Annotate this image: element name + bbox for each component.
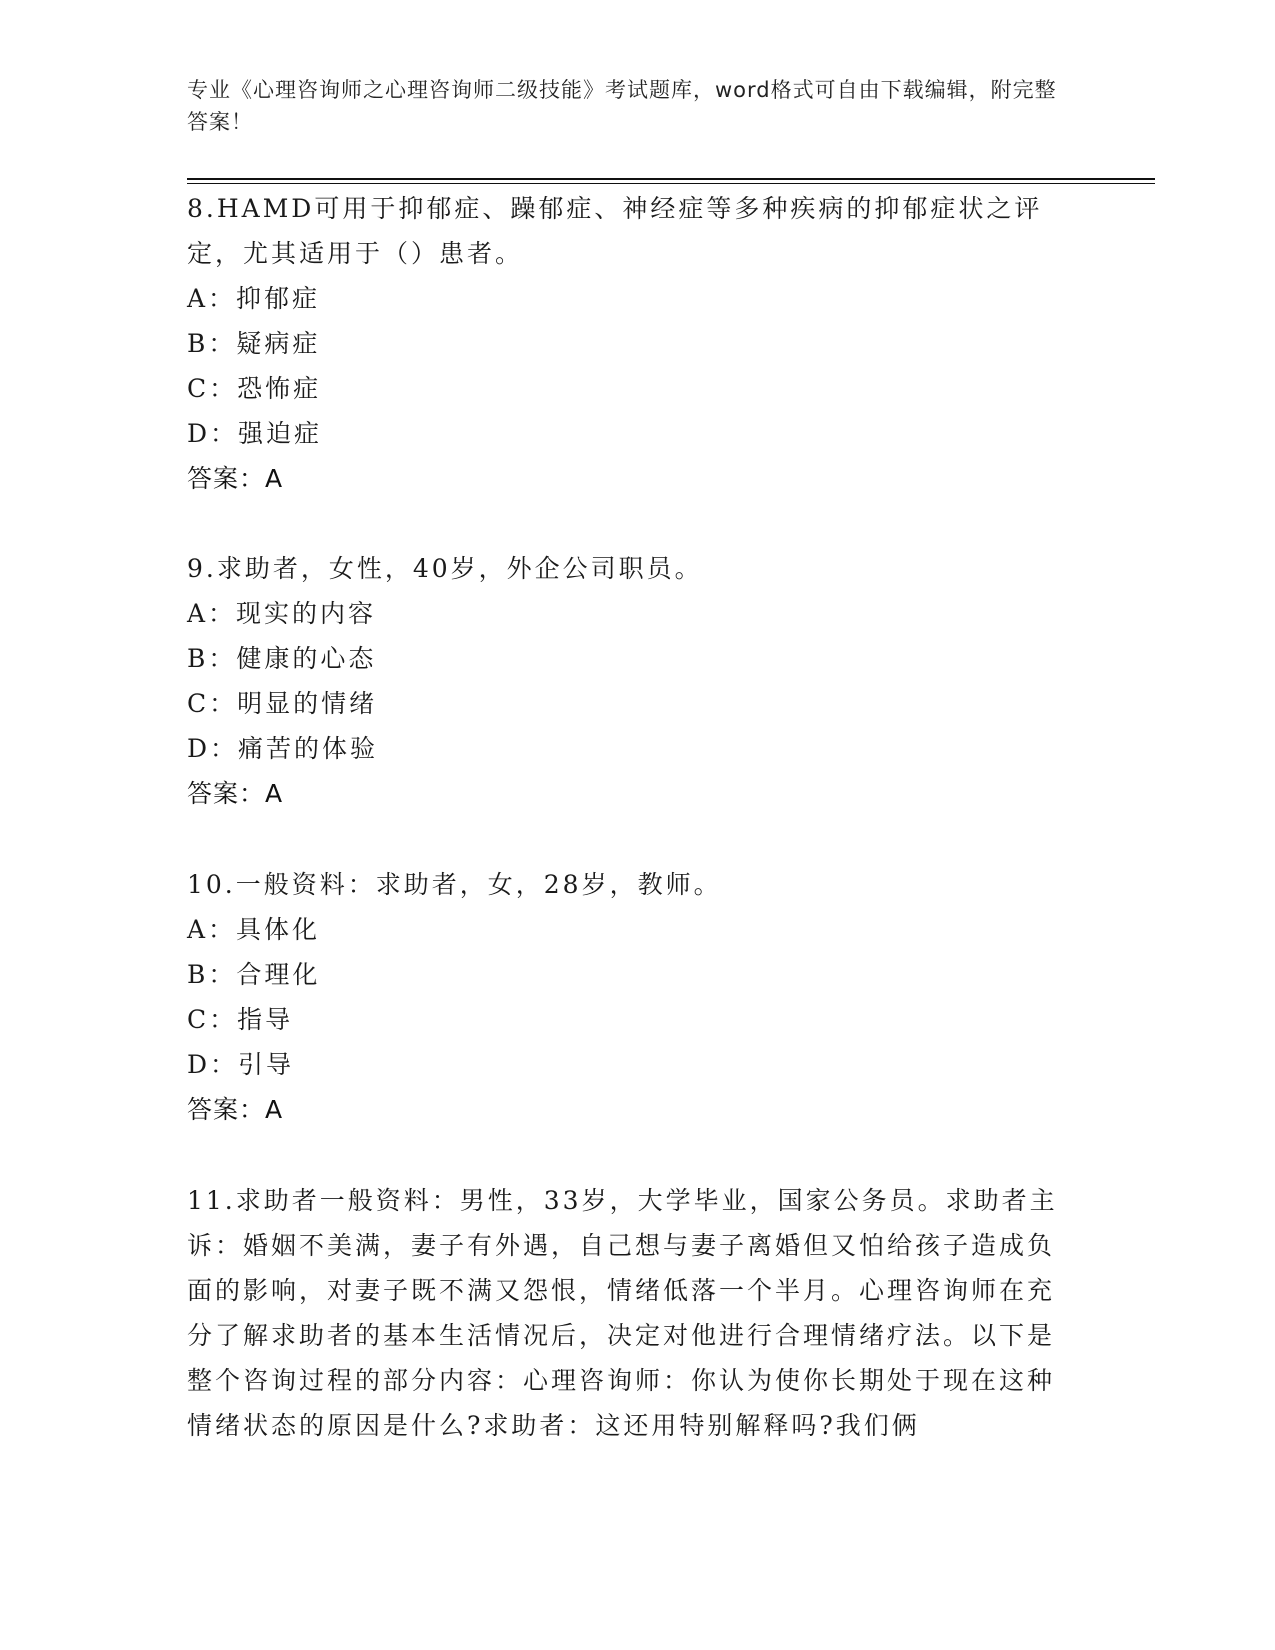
option-c: C：恐怖症 [187, 374, 322, 403]
option-d: D：痛苦的体验 [187, 734, 379, 763]
header-divider-thick [187, 178, 1155, 180]
option-a: A：抑郁症 [187, 284, 321, 313]
header-text: 专业《心理咨询师之心理咨询师二级技能》考试题库，word格式可自由下载编辑，附完整答案！ [187, 78, 1057, 134]
question-11 [187, 1178, 1077, 1448]
option-b: B：合理化 [187, 960, 321, 989]
answer-label: 答案：A [187, 779, 284, 808]
question-10 [187, 862, 1077, 1132]
option-b: B：健康的心态 [187, 644, 377, 673]
option-a: A：现实的内容 [187, 599, 377, 628]
question-stem: 9.求助者，女性，40岁，外企公司职员。 [187, 554, 703, 583]
document-header [187, 74, 1067, 138]
answer-label: 答案：A [187, 464, 284, 493]
answer-label: 答案：A [187, 1095, 284, 1124]
question-8 [187, 186, 1077, 501]
question-stem: 11.求助者一般资料：男性，33岁，大学毕业，国家公务员。求助者主诉：婚姻不美满，妻子有外遇，自己想与妻子离婚但又怕给孩子造成负面的影响，对妻子既不满又怨恨，情绪低落一个半月。心理咨询师在充分了解求助者的基本生活情况后，决定对他进行合理情绪疗法。以下是整个咨询过程的部分内容：心理咨询师：你认为使你长期处于现在这种情绪状态的原因是什么?求助者：这还用特别解释吗?我们俩 [187, 1186, 1058, 1440]
option-a: A：具体化 [187, 915, 321, 944]
option-c: C：明显的情绪 [187, 689, 378, 718]
option-b: B：疑病症 [187, 329, 321, 358]
header-divider-thin [187, 183, 1155, 184]
question-stem: 10.一般资料：求助者，女，28岁，教师。 [187, 870, 722, 899]
question-stem: 8.HAMD可用于抑郁症、躁郁症、神经症等多种疾病的抑郁症状之评定，尤其适用于（）患者。 [187, 194, 1043, 268]
option-d: D：引导 [187, 1050, 295, 1079]
option-d: D：强迫症 [187, 419, 323, 448]
question-9 [187, 546, 1077, 816]
option-c: C：指导 [187, 1005, 294, 1034]
